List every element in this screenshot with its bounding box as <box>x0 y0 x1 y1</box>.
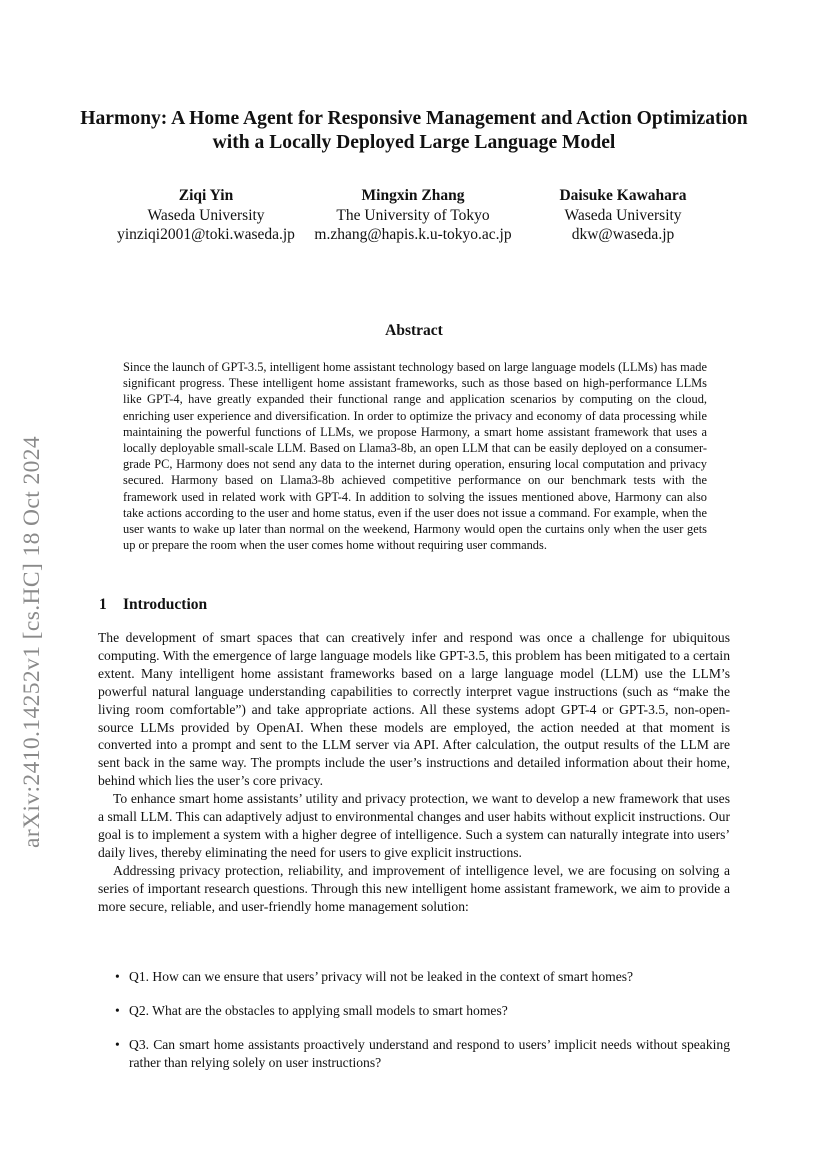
section-number: 1 <box>99 596 107 613</box>
research-questions-list <box>98 968 730 1088</box>
question-text: Q2. What are the obstacles to applying small models to smart homes? <box>129 1002 508 1018</box>
list-item <box>98 1002 730 1020</box>
question-text: Q1. How can we ensure that users’ privacy will not be leaked in the context of smart homes? <box>129 969 634 984</box>
author-block <box>548 186 698 245</box>
abstract-text: Since the launch of GPT-3.5, intelligent home assistant technology based on large language models (LLMs) has made significant progress. These intelligent home assistant frameworks, such as those based on high-performance LLMs like GPT-4, have greatly expanded their functional range and application scenarios by computing on the cloud, enriching user experience and diversification. In order to optimize the privacy and economy of data processing while maintaining the powerful functions of LLMs, we propose Harmony, a smart home assistant framework that uses a locally deployable small-scale LLM. Based on Llama3-8b, an open LLM that can be easily deployed on a consumer-grade PC, Harmony does not send any data to the internet during operation, ensuring local computation and privacy secured. Harmony based on Llama3-8b achieved competitive performance on our benchmark tests with the framework used in related work with GPT-4. In addition to solving the issues mentioned above, Harmony can also take actions according to the user and home status, even if the user does not issue a command. For example, when the user wants to wake up later than normal on the weekend, Harmony would open the curtains only when the user gets up or prepare the room when the user comes home without requiring user commands. <box>123 360 707 553</box>
author-block <box>302 186 524 245</box>
paragraph: To enhance smart home assistants’ utility and privacy protection, we want to develop a new framework that uses a small LLM. This can adaptively adjust to environmental changes and user habits without explicit instructions. Our goal is to implement a system with a higher degree of intelligence. Such a system can naturally integrate into users’ daily lives, thereby eliminating the need for users to give explicit instructions. <box>98 791 730 860</box>
arxiv-identifier[interactable]: arXiv:2410.14252v1 [cs.HC] 18 Oct 2024 <box>19 435 45 848</box>
author-affiliation: Waseda University <box>564 206 682 224</box>
abstract-heading: Abstract <box>385 322 443 339</box>
section-heading <box>99 596 207 614</box>
paragraph: The development of smart spaces that can creatively infer and respond was once a challenge for ubiquitous computing. With the emergence of large language models like GPT-3.5, this problem has been mitigated to a certain extent. Many intelligent home assistant frameworks based on a large language model (LLM) use the LLM’s powerful natural language understanding capabilities to correctly interpret vague instructions (such as “make the living room comfortable”) and take appropriate actions. All these systems adopt GPT-4 or GPT-3.5, non-open-source LLMs provided by OpenAI. When these models are employed, the action needed at that moment is converted into a prompt and sent to the LLM server via API. After calculation, the output results of the LLM are sent back in the same way. The prompts include the user’s instructions and detailed information about their home, behind which lies the user’s core privacy. <box>98 630 730 789</box>
author-name: Daisuke Kawahara <box>559 187 687 204</box>
author-email[interactable]: yinziqi2001@toki.waseda.jp <box>117 226 295 243</box>
paragraph: Addressing privacy protection, reliability, and improvement of intelligence level, we are focusing on solving a series of important research questions. Through this new intelligent home assistant framework, we aim to provide a more secure, reliable, and user-friendly home management solution: <box>98 862 730 914</box>
question-text: Q3. Can smart home assistants proactively understand and respond to users’ implicit needs without speaking rather than relying solely on user instructions? <box>129 1036 730 1070</box>
section-body <box>98 629 730 916</box>
author-name: Mingxin Zhang <box>361 187 465 204</box>
bullet-icon: • <box>115 969 120 984</box>
author-affiliation: The University of Tokyo <box>336 206 490 224</box>
author-block <box>108 186 304 245</box>
bullet-icon: • <box>115 1002 120 1018</box>
list-item <box>98 968 730 986</box>
section-title: Introduction <box>123 596 208 613</box>
author-name: Ziqi Yin <box>178 187 234 204</box>
list-item <box>98 1036 730 1072</box>
author-affiliation: Waseda University <box>147 206 265 224</box>
author-email[interactable]: dkw@waseda.jp <box>571 226 675 243</box>
paper-title: Harmony: A Home Agent for Responsive Management and Action Optimization with a Locally Deployed Large Language Model <box>80 108 748 153</box>
author-email[interactable]: m.zhang@hapis.k.u-tokyo.ac.jp <box>314 226 512 243</box>
bullet-icon: • <box>115 1036 120 1052</box>
